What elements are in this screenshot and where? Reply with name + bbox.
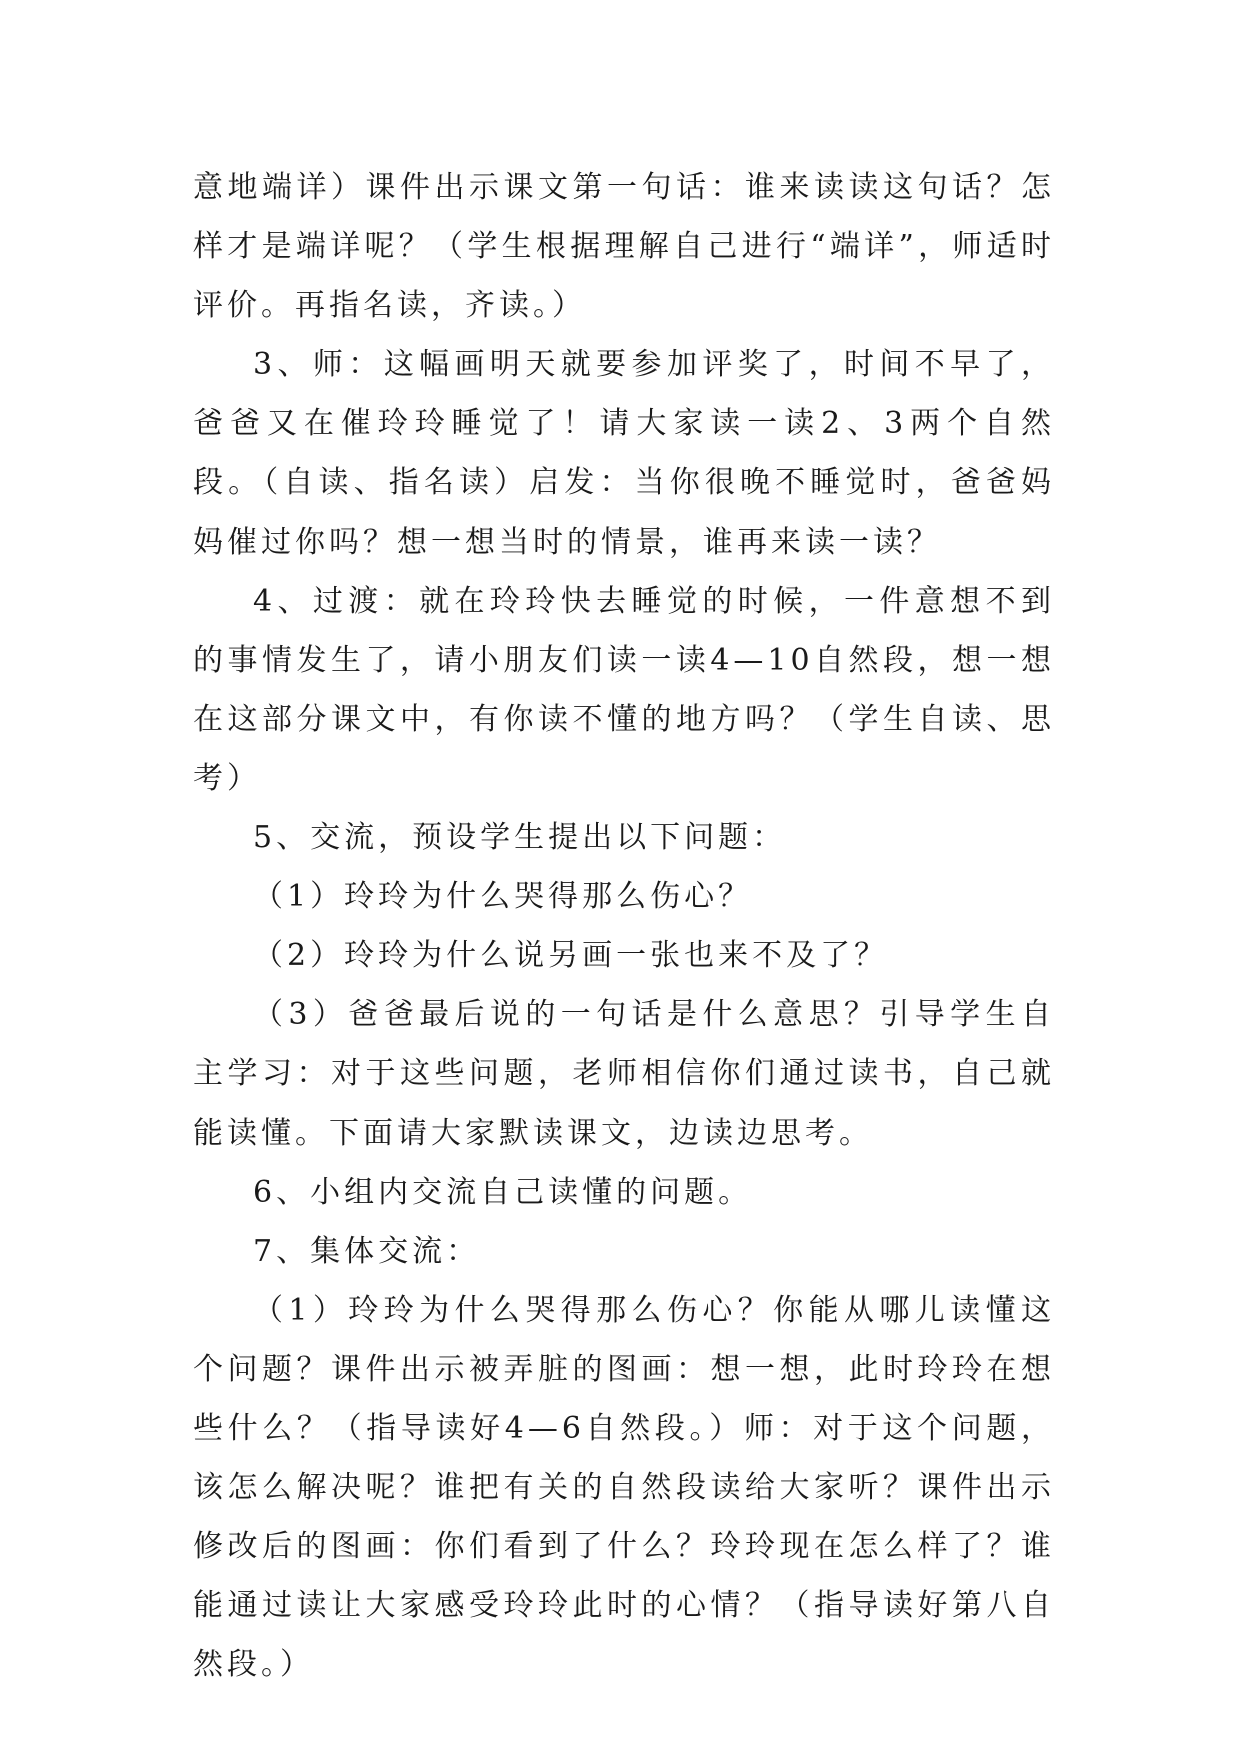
- paragraph-7: 7、集体交流：: [253, 1233, 481, 1269]
- paragraph-4: 5、交流，预设学生提出以下问题：: [253, 820, 787, 856]
- paragraph-2: 3、师：这幅画明天就要参加评奖了，时间不早了，爸爸又在催玲玲睡觉了！请大家读一读2、3两个自然段。（自读、指名读）启发：当你很晚不睡觉时，爸爸妈妈催过你吗？想一想当时的情景，谁再来读一读？: [193, 347, 1055, 560]
- paragraph-6: 6、小组内交流自己读懂的问题。: [253, 1174, 753, 1210]
- paragraph-3: 4、过渡：就在玲玲快去睡觉的时候，一件意想不到的事情发生了，请小朋友们读一读4—10自然段，想一想在这部分课文中，有你读不懂的地方吗？（学生自读、思考）: [193, 583, 1055, 796]
- paragraph-1: 意地端详）课件出示课文第一句话：谁来读读这句话？怎样才是端详呢？（学生根据理解自己进行“端详”，师适时评价。再指名读，齐读。）: [193, 170, 1055, 324]
- question-1: （1）玲玲为什么哭得那么伤心？: [253, 879, 753, 915]
- document-body: [193, 158, 1055, 1694]
- discussion-1: （1）玲玲为什么哭得那么伤心？你能从哪儿读懂这个问题？课件出示被弄脏的图画：想一想，此时玲玲在想些什么？（指导读好4—6自然段。）师：对于这个问题，该怎么解决呢？谁把有关的自然段读给大家听？课件出示修改后的图画：你们看到了什么？玲玲现在怎么样了？谁能通过读让大家感受玲玲此时的心情？（指导读好第八自然段。）: [193, 1292, 1055, 1683]
- question-2: （2）玲玲为什么说另画一张也来不及了？: [253, 938, 889, 974]
- question-3: （3）爸爸最后说的一句话是什么意思？引导学生自主学习：对于这些问题，老师相信你们通过读书，自己就能读懂。下面请大家默读课文，边读边思考。: [193, 997, 1055, 1151]
